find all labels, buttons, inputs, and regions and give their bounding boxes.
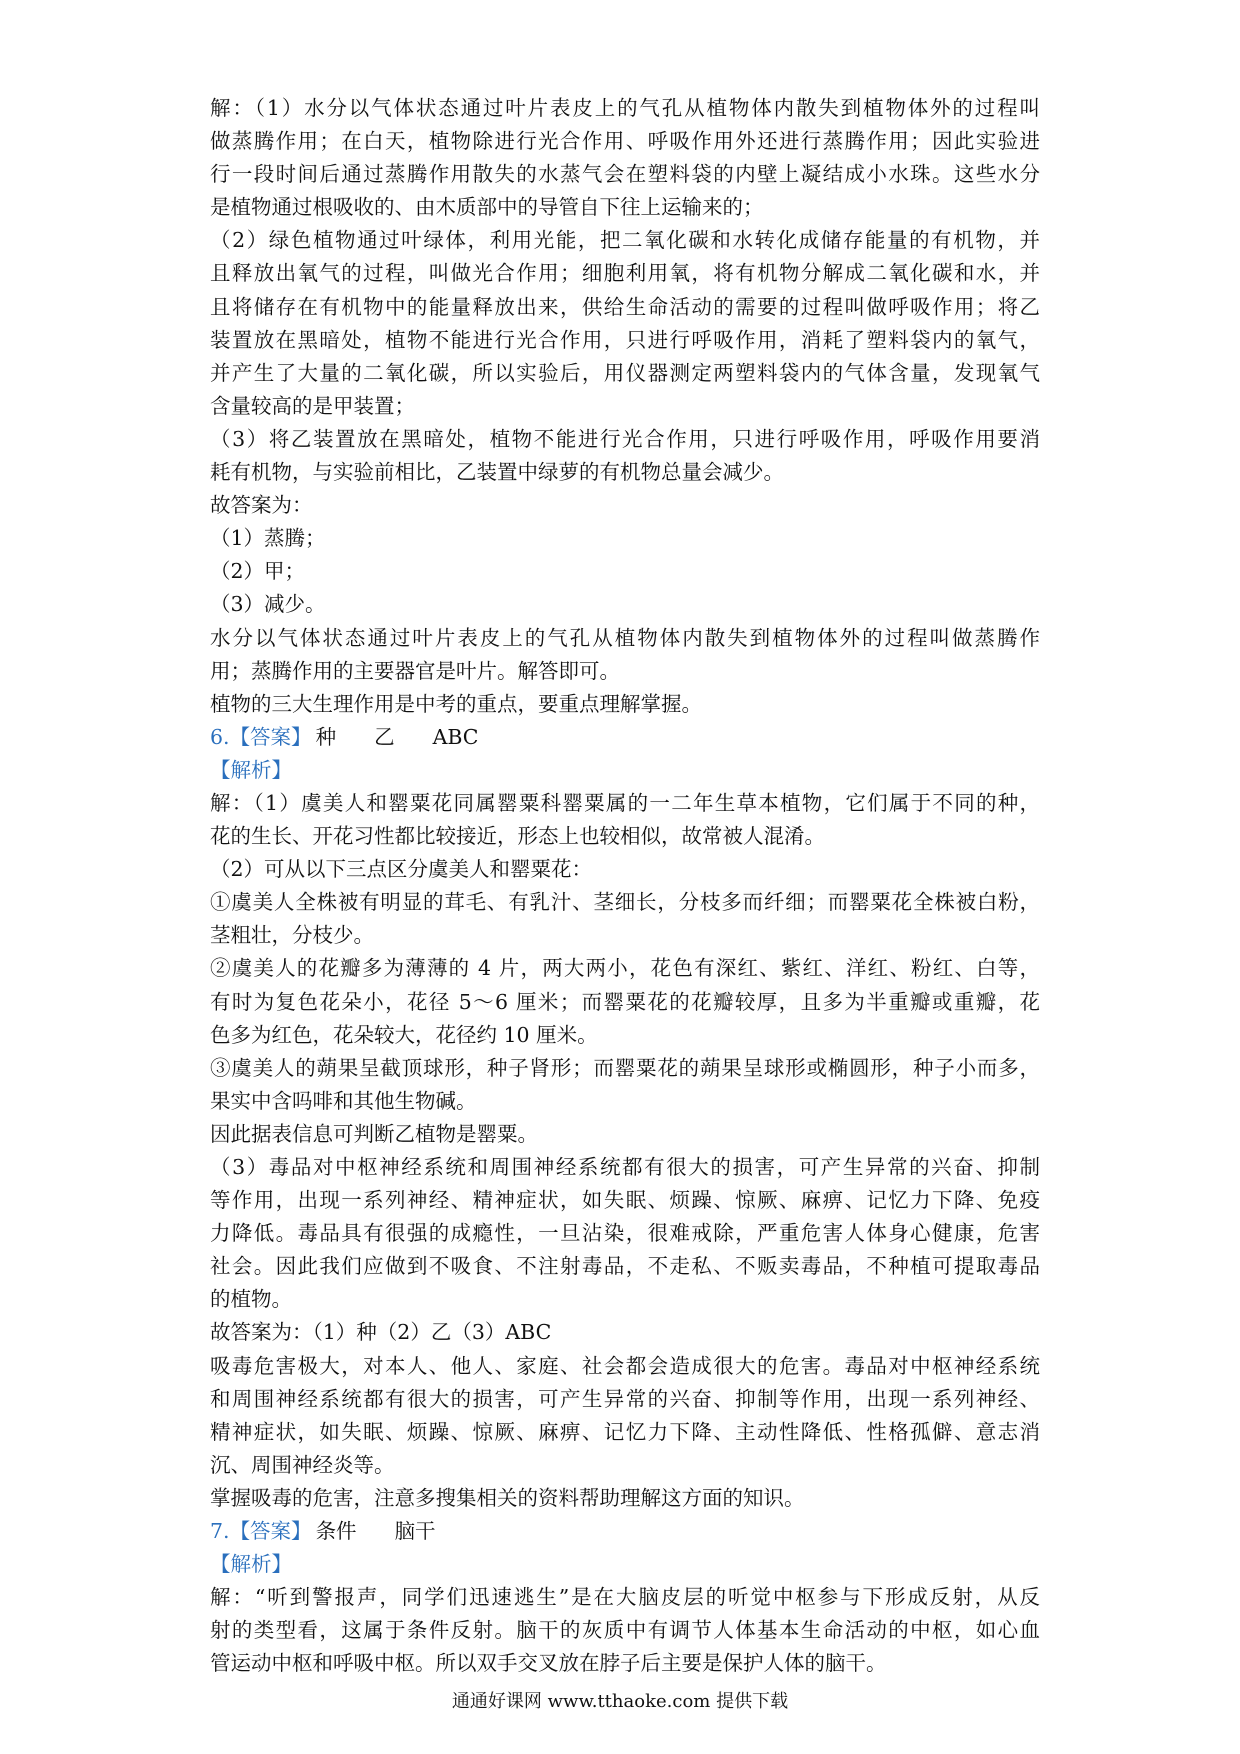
- text-line: 射的类型看，这属于条件反射。脑干的灰质中有调节人体基本生命活动的中枢，如心血: [210, 1618, 1040, 1643]
- page-footer: 通通好课网 www.tthaoke.com 提供下载: [451, 1691, 789, 1712]
- document-body: [210, 92, 1040, 1681]
- question-7-answer-line: [210, 1515, 1040, 1548]
- question-number: 7.: [210, 1519, 230, 1544]
- text-line: 力降低。毒品具有很强的成瘾性，一旦沾染，很难戒除，严重危害人体身心健康，危害: [210, 1221, 1040, 1246]
- analysis-tag: 【解析】: [210, 757, 292, 782]
- text-line: 掌握吸毒的危害，注意多搜集相关的资料帮助理解这方面的知识。: [210, 1485, 805, 1510]
- text-line: 耗有机物，与实验前相比，乙装置中绿萝的有机物总量会减少。: [210, 460, 784, 485]
- text-line: 用；蒸腾作用的主要器官是叶片。解答即可。: [210, 658, 620, 683]
- text-line: 故答案为：（1）种（2）乙（3）ABC: [210, 1320, 552, 1345]
- text-line: 沉、周围神经炎等。: [210, 1452, 395, 1477]
- text-line: （2）甲；: [210, 559, 306, 584]
- answer-tag: 【答案】: [229, 1519, 312, 1544]
- text-line: 和周围神经系统都有很大的损害，可产生异常的兴奋、抑制等作用，出现一系列神经、: [210, 1386, 1040, 1411]
- text-line: 茎粗壮，分枝少。: [210, 923, 374, 948]
- answer-value: 条件: [315, 1519, 357, 1544]
- text-line: 精神症状，如失眠、烦躁、惊厥、麻痹、记忆力下降、主动性降低、性格孤僻、意志消: [210, 1419, 1040, 1444]
- question-5-analysis: [210, 92, 1040, 721]
- text-line: ③虞美人的蒴果呈截顶球形，种子肾形；而罂粟花的蒴果呈球形或椭圆形，种子小而多，: [210, 1055, 1040, 1080]
- text-line: 有时为复色花朵小，花径 5～6 厘米；而罂粟花的花瓣较厚，且多为半重瓣或重瓣，花: [210, 989, 1040, 1014]
- question-7-analysis: [210, 1581, 1040, 1680]
- question-7-analysis-tag-line: [210, 1548, 1040, 1581]
- answer-value: ABC: [432, 724, 479, 749]
- text-line: （2）绿色植物通过叶绿体，利用光能，把二氧化碳和水转化成储存能量的有机物，并: [210, 228, 1040, 253]
- text-line: 做蒸腾作用；在白天，植物除进行光合作用、呼吸作用外还进行蒸腾作用；因此实验进: [210, 129, 1040, 154]
- text-line: 解：（1）水分以气体状态通过叶片表皮上的气孔从植物体内散失到植物体外的过程叫: [210, 96, 1040, 120]
- analysis-tag: 【解析】: [210, 1552, 292, 1577]
- question-6-answer-line: [210, 721, 1040, 754]
- text-line: 行一段时间后通过蒸腾作用散失的水蒸气会在塑料袋的内壁上凝结成小水珠。这些水分: [210, 162, 1040, 187]
- text-line: （3）毒品对中枢神经系统和周围神经系统都有很大的损害，可产生异常的兴奋、抑制: [210, 1155, 1040, 1179]
- text-line: 吸毒危害极大，对本人、他人、家庭、社会都会造成很大的危害。毒品对中枢神经系统: [210, 1353, 1040, 1378]
- text-line: 解：“听到警报声，同学们迅速逃生”是在大脑皮层的听觉中枢参与下形成反射，从反: [210, 1585, 1040, 1610]
- text-line: 故答案为：: [210, 493, 313, 518]
- answer-value: 脑干: [394, 1519, 436, 1544]
- text-line: 含量较高的是甲装置；: [210, 393, 415, 418]
- text-line: 社会。因此我们应做到不吸食、不注射毒品，不走私、不贩卖毒品，不种植可提取毒品: [210, 1254, 1040, 1279]
- text-line: 的植物。: [210, 1287, 292, 1312]
- text-line: （3）减少。: [210, 592, 326, 617]
- text-line: 装置放在黑暗处，植物不能进行光合作用，只进行呼吸作用，消耗了塑料袋内的氧气，: [210, 327, 1040, 352]
- question-6-analysis-tag-line: [210, 754, 1040, 787]
- question-6-analysis: [210, 787, 1040, 1515]
- text-line: 因此据表信息可判断乙植物是罂粟。: [210, 1121, 538, 1146]
- text-line: 管运动中枢和呼吸中枢。所以双手交叉放在脖子后主要是保护人体的脑干。: [210, 1651, 887, 1676]
- question-number: 6.: [210, 724, 230, 749]
- text-line: ②虞美人的花瓣多为薄薄的 4 片，两大两小，花色有深红、紫红、洋红、粉红、白等，: [210, 956, 1040, 981]
- text-line: （3）将乙装置放在黑暗处，植物不能进行光合作用，只进行呼吸作用，呼吸作用要消: [210, 426, 1040, 451]
- text-line: 果实中含吗啡和其他生物碱。: [210, 1088, 477, 1113]
- answer-tag: 【答案】: [229, 724, 312, 749]
- text-line: 水分以气体状态通过叶片表皮上的气孔从植物体内散失到植物体外的过程叫做蒸腾作: [210, 625, 1040, 650]
- text-line: （2）可从以下三点区分虞美人和罂粟花：: [210, 857, 593, 882]
- text-line: 并产生了大量的二氧化碳，所以实验后，用仪器测定两塑料袋内的气体含量，发现氧气: [210, 360, 1040, 385]
- text-line: ①虞美人全株被有明显的茸毛、有乳汁、茎细长，分枝多而纤细；而罂粟花全株被白粉，: [210, 890, 1040, 915]
- answer-value: 乙: [374, 724, 395, 749]
- text-line: 且将储存在有机物中的能量释放出来，供给生命活动的需要的过程叫做呼吸作用；将乙: [210, 294, 1040, 319]
- text-line: 植物的三大生理作用是中考的重点，要重点理解掌握。: [210, 691, 702, 716]
- text-line: （1）蒸腾；: [210, 526, 326, 551]
- text-line: 色多为红色，花朵较大，花径约 10 厘米。: [210, 1022, 598, 1047]
- text-line: 且释放出氧气的过程，叫做光合作用；细胞利用氧，将有机物分解成二氧化碳和水，并: [210, 261, 1040, 286]
- text-line: 解：（1）虞美人和罂粟花同属罂粟科罂粟属的一二年生草本植物，它们属于不同的种，: [210, 790, 1040, 815]
- text-line: 是植物通过根吸收的、由木质部中的导管自下往上运输来的；: [210, 195, 764, 220]
- text-line: 花的生长、开花习性都比较接近，形态上也较相似，故常被人混淆。: [210, 824, 825, 849]
- text-line: 等作用，出现一系列神经、精神症状，如失眠、烦躁、惊厥、麻痹、记忆力下降、免疫: [210, 1188, 1040, 1213]
- answer-value: 种: [315, 724, 337, 749]
